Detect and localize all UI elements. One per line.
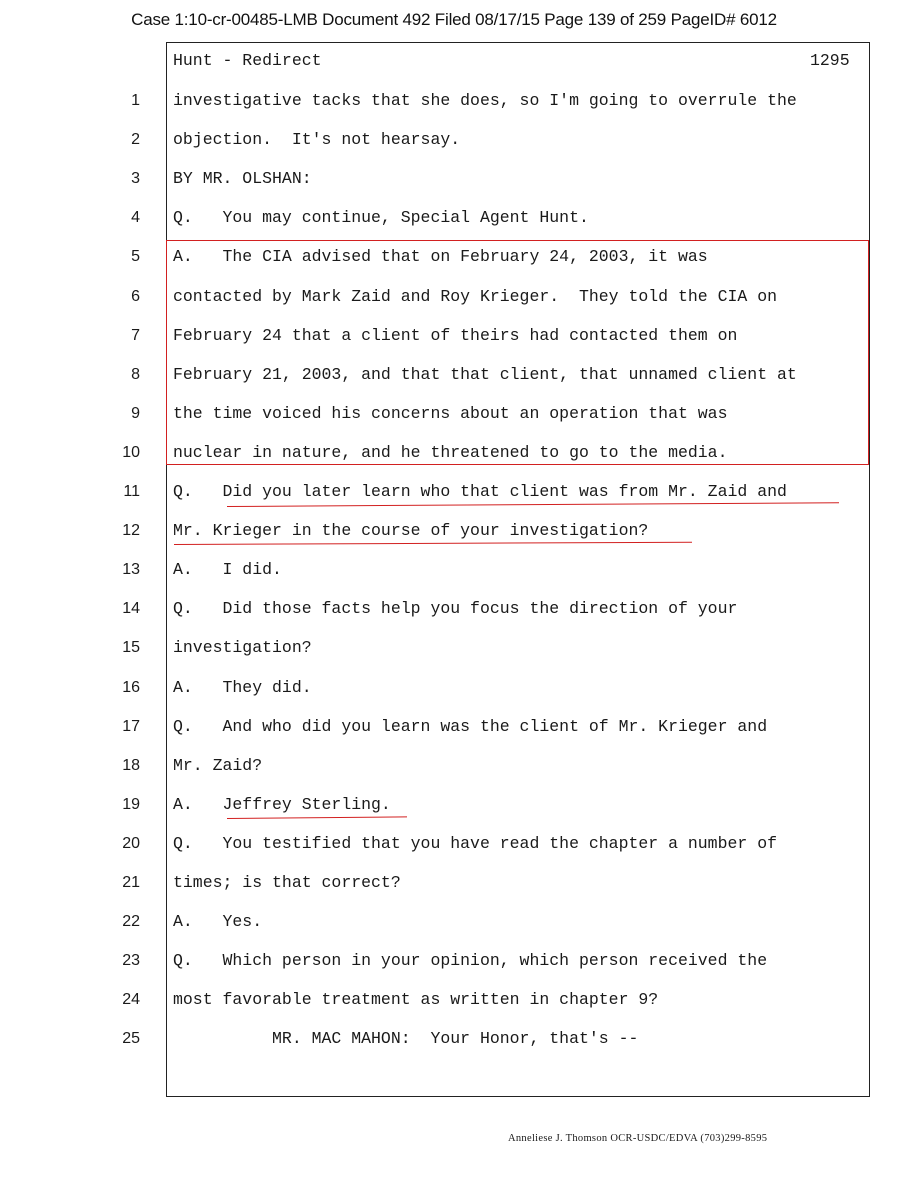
- transcript-line: BY MR. OLSHAN:: [173, 169, 312, 188]
- transcript-page-number: 1295: [810, 51, 850, 70]
- transcript-line: investigative tacks that she does, so I'm going to overrule the: [173, 91, 797, 110]
- transcript-line: times; is that correct?: [173, 873, 401, 892]
- line-number: 15: [122, 639, 140, 656]
- transcript-line: Q. Did those facts help you focus the direction of your: [173, 599, 738, 618]
- line-number: 23: [122, 952, 140, 969]
- transcript-line: A. Yes.: [173, 912, 263, 931]
- transcript-line: Mr. Zaid?: [173, 756, 263, 775]
- transcript-line: Q. And who did you learn was the client of Mr. Krieger and: [173, 717, 768, 736]
- line-number: 12: [122, 522, 140, 539]
- transcript-line: objection. It's not hearsay.: [173, 130, 461, 149]
- transcript-line: the time voiced his concerns about an operation that was: [173, 404, 728, 423]
- transcript-line: A. The CIA advised that on February 24, 2003, it was: [173, 247, 708, 266]
- transcript-line: nuclear in nature, and he threatened to go to the media.: [173, 443, 728, 462]
- transcript-line: Mr. Krieger in the course of your investigation?: [173, 521, 649, 540]
- line-number: 3: [131, 170, 140, 187]
- line-number: 25: [122, 1030, 140, 1047]
- transcript-line: investigation?: [173, 638, 312, 657]
- transcript-line: Q. You may continue, Special Agent Hunt.: [173, 208, 589, 227]
- transcript-line: Q. Which person in your opinion, which person received the: [173, 951, 768, 970]
- transcript-line: A. Jeffrey Sterling.: [173, 795, 391, 814]
- transcript-line: Q. You testified that you have read the chapter a number of: [173, 834, 777, 853]
- line-number: 11: [123, 483, 140, 500]
- line-number: 10: [122, 444, 140, 461]
- line-number: 16: [122, 679, 140, 696]
- case-header: Case 1:10-cr-00485-LMB Document 492 Filed 08/17/15 Page 139 of 259 PageID# 6012: [131, 10, 777, 29]
- transcript-line: contacted by Mark Zaid and Roy Krieger. They told the CIA on: [173, 287, 777, 306]
- line-number: 8: [131, 366, 140, 383]
- line-number: 2: [131, 131, 140, 148]
- transcript-line: A. I did.: [173, 560, 282, 579]
- line-number: 9: [131, 405, 140, 422]
- line-number: 20: [122, 835, 140, 852]
- highlight-box-annotation: [166, 240, 869, 465]
- line-number: 1: [131, 92, 140, 109]
- court-reporter-footer: Anneliese J. Thomson OCR-USDC/EDVA (703)299-8595: [508, 1133, 768, 1144]
- transcript-line: A. They did.: [173, 678, 312, 697]
- line-number: 13: [122, 561, 140, 578]
- line-number: 4: [131, 209, 140, 226]
- line-number: 19: [122, 796, 140, 813]
- line-number: 17: [122, 718, 140, 735]
- transcript-line: February 24 that a client of theirs had contacted them on: [173, 326, 738, 345]
- line-number: 24: [122, 991, 140, 1008]
- transcript-line: MR. MAC MAHON: Your Honor, that's --: [173, 1029, 639, 1048]
- transcript-line: February 21, 2003, and that that client, that unnamed client at: [173, 365, 797, 384]
- line-number: 5: [131, 248, 140, 265]
- line-number: 6: [131, 288, 140, 305]
- line-number: 7: [131, 327, 140, 344]
- line-number: 21: [122, 874, 140, 891]
- line-number: 18: [122, 757, 140, 774]
- line-number: 14: [122, 600, 140, 617]
- transcript-line: most favorable treatment as written in chapter 9?: [173, 990, 659, 1009]
- transcript-line: Q. Did you later learn who that client was from Mr. Zaid and: [173, 482, 787, 501]
- section-title: Hunt - Redirect: [173, 51, 322, 70]
- line-number: 22: [122, 913, 140, 930]
